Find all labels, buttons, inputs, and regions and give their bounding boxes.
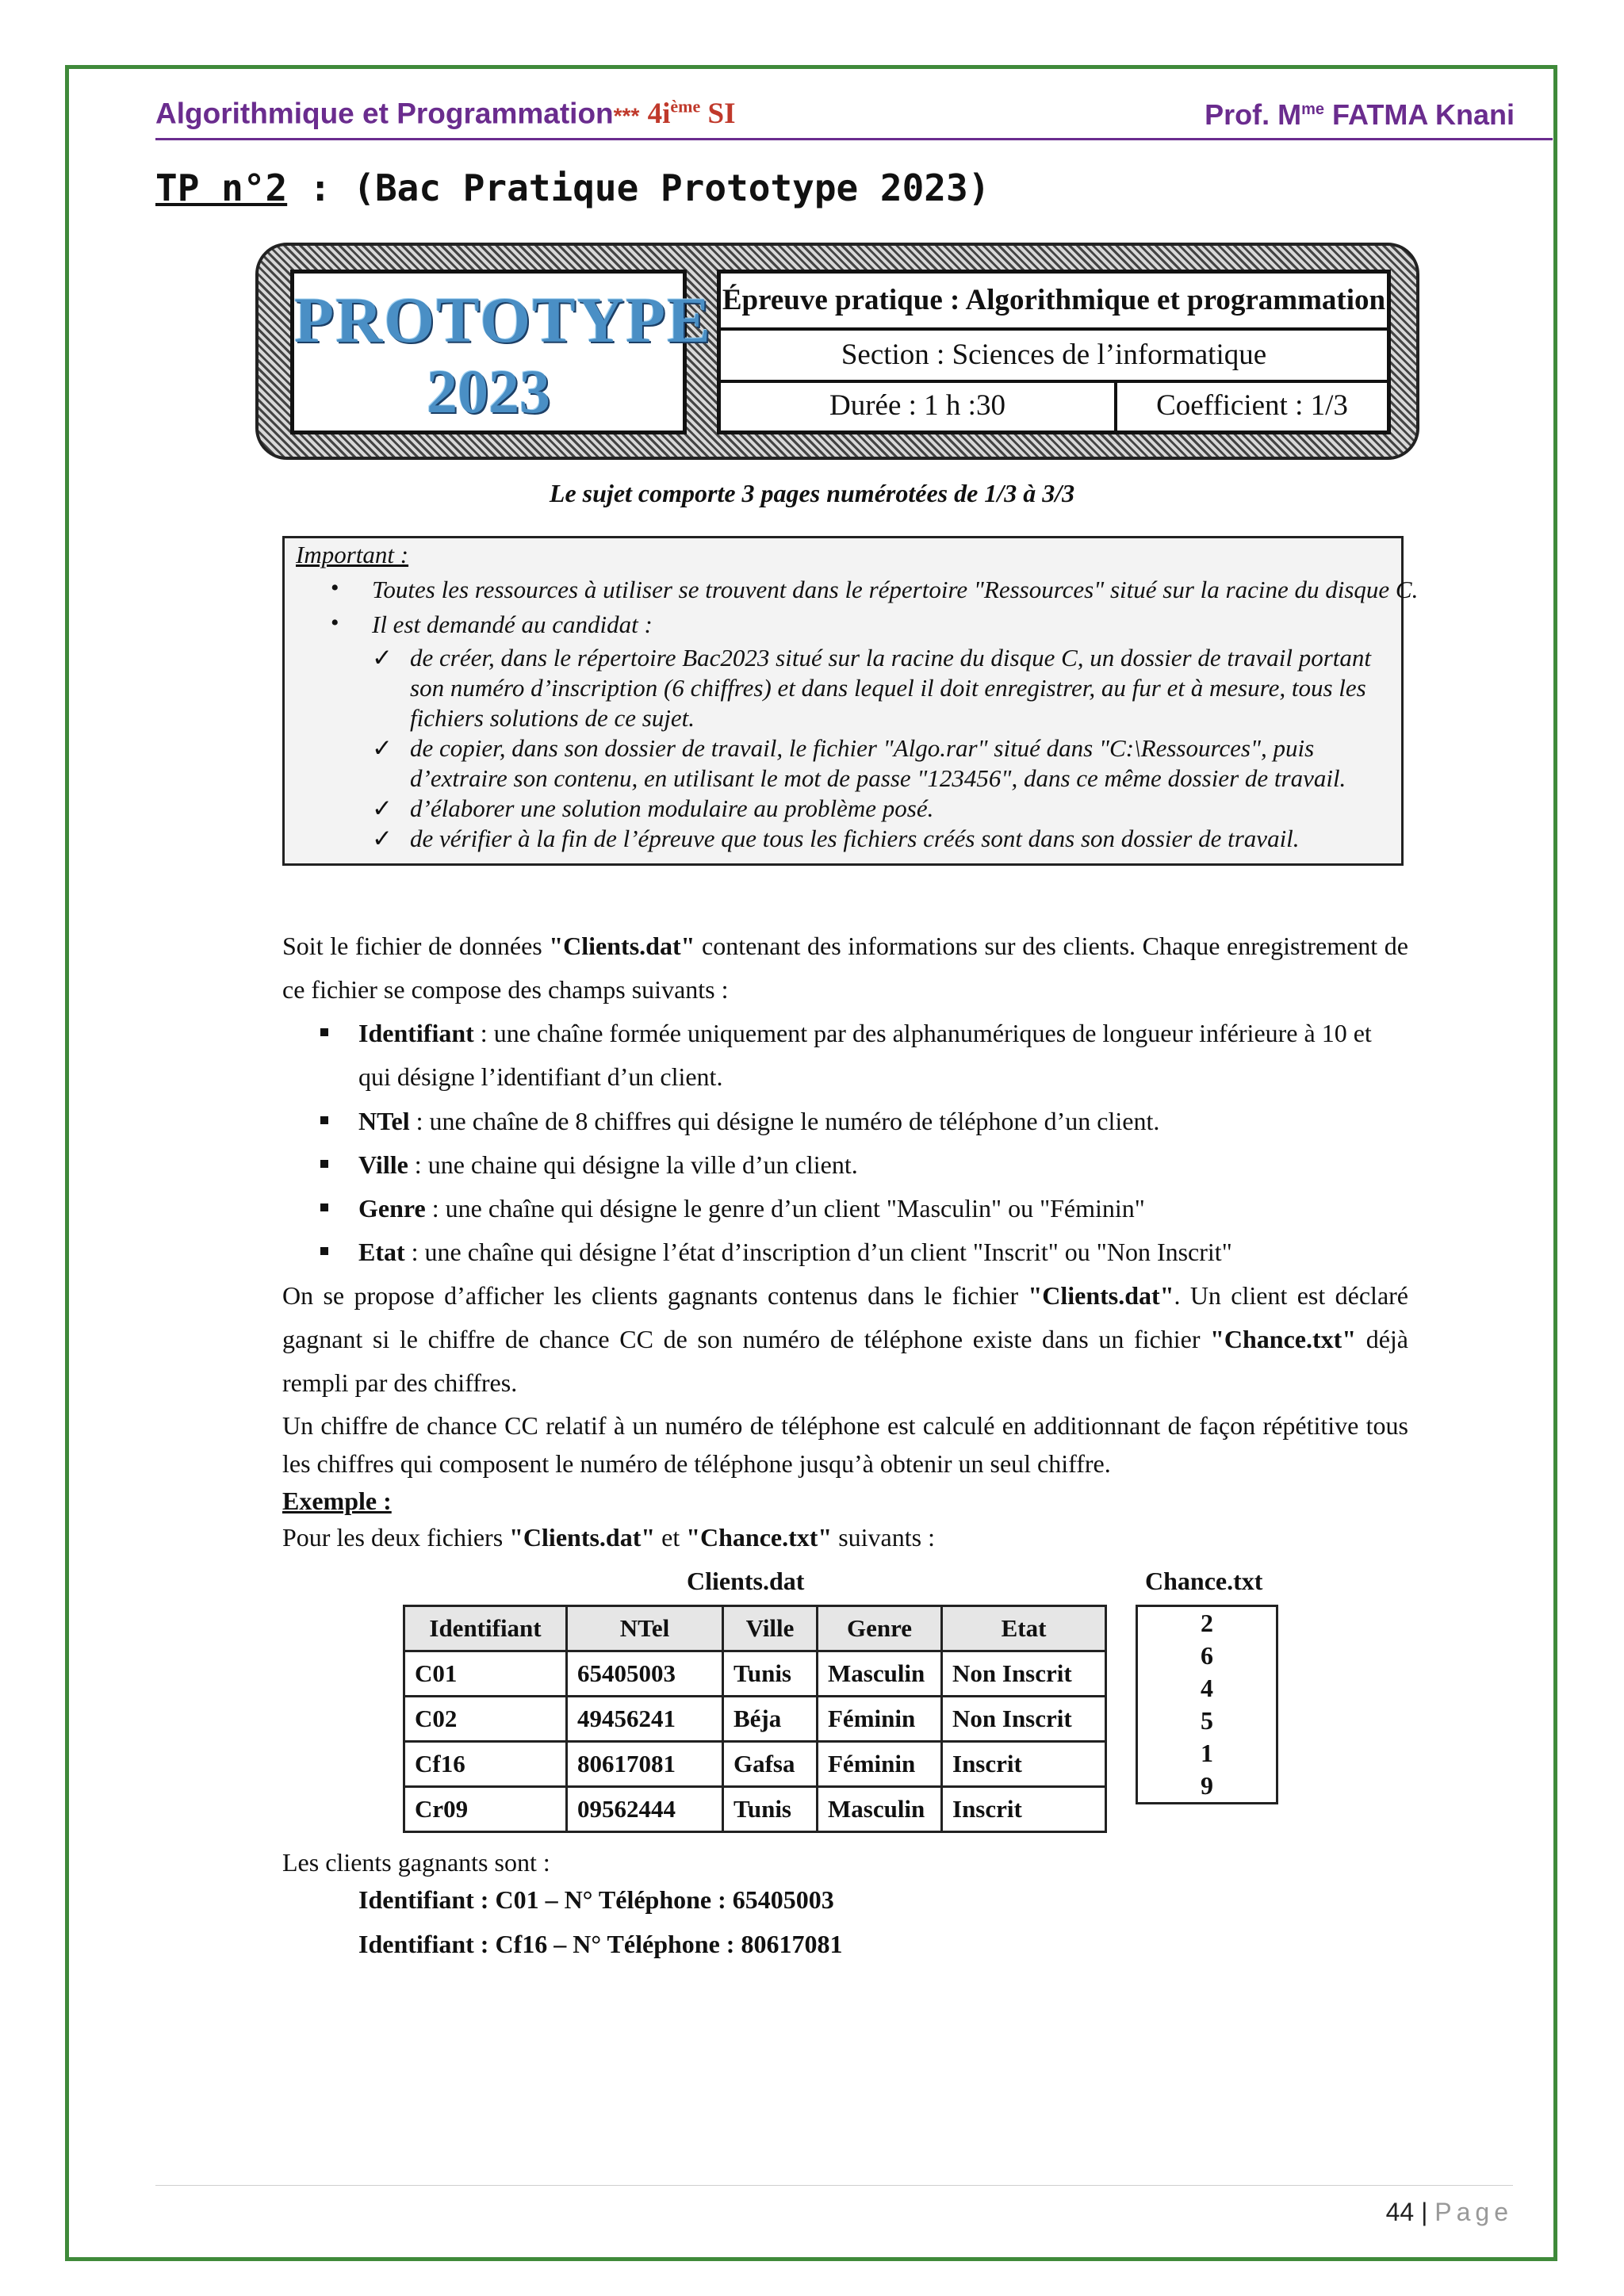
field-desc: : une chaîne qui désigne l’état d’inscription d’un client "Inscrit" ou "Non Inscrit" xyxy=(404,1238,1232,1266)
bullet-text: Toutes les ressources à utiliser se trouvent dans le répertoire "Ressources" situé sur la racine du disque C. xyxy=(372,576,1419,603)
bullet-icon: • xyxy=(331,575,339,601)
check-text: d’élaborer une solution modulaire au problème posé. xyxy=(410,794,934,822)
table-row xyxy=(1137,1672,1277,1705)
column-header: Identifiant xyxy=(404,1606,567,1651)
level xyxy=(648,98,736,130)
table-row xyxy=(404,1697,1106,1742)
bullet-icon: • xyxy=(331,610,339,636)
field-name: Identifiant xyxy=(358,1019,474,1047)
square-bullet-icon xyxy=(320,1028,328,1036)
table-cell: Tunis xyxy=(723,1651,818,1697)
table-row xyxy=(404,1787,1106,1832)
winner-line: Identifiant : C01 – N° Téléphone : 65405003 xyxy=(358,1885,834,1914)
table-cell: Non Inscrit xyxy=(942,1697,1106,1742)
field-desc: : une chaîne de 8 chiffres qui désigne le numéro de téléphone d’un client. xyxy=(409,1107,1160,1135)
page-footer xyxy=(1386,2198,1513,2227)
check-icon: ✓ xyxy=(372,825,393,852)
duration-row xyxy=(721,383,1387,432)
file-name: "Clients.dat" xyxy=(1028,1281,1174,1310)
table-cell: C01 xyxy=(404,1651,567,1697)
text-run: . Un client est déclaré gagnant si le chiffre de chance CC de son numéro de téléphone existe dans un fichier xyxy=(282,1281,1409,1353)
chance-caption: Chance.txt xyxy=(1145,1567,1263,1595)
table-row xyxy=(1137,1705,1277,1737)
table-cell: Féminin xyxy=(818,1742,942,1787)
teacher-sup: me xyxy=(1301,101,1324,118)
teacher-prefix: Prof. M xyxy=(1205,98,1302,131)
table-cell: Inscrit xyxy=(942,1787,1106,1832)
table-row xyxy=(1137,1606,1277,1640)
tp-label: TP n°2 xyxy=(155,166,288,209)
square-bullet-icon xyxy=(320,1247,328,1255)
header-stars: *** xyxy=(613,103,640,128)
table-cell: Féminin xyxy=(818,1697,942,1742)
table-cell: 6 xyxy=(1201,1641,1213,1670)
table-cell: 49456241 xyxy=(567,1697,723,1742)
table-row xyxy=(1137,1770,1277,1804)
check-icon: ✓ xyxy=(372,644,393,672)
table-cell: Cr09 xyxy=(404,1787,567,1832)
table-cell: C02 xyxy=(404,1697,567,1742)
column-header: NTel xyxy=(567,1606,723,1651)
footer-sep: | xyxy=(1414,2198,1435,2226)
field-text xyxy=(358,1143,1407,1187)
level-sup: ème xyxy=(670,97,701,117)
field-desc: : une chaine qui désigne la ville d’un client. xyxy=(408,1150,858,1179)
text-run: contenant des informations sur des clients. Chaque enregistrement de ce fichier se compose des champs suivants : xyxy=(282,932,1409,1004)
footer-divider xyxy=(155,2185,1513,2186)
column-header: Genre xyxy=(818,1606,942,1651)
table-cell: Masculin xyxy=(818,1787,942,1832)
intro-paragraph xyxy=(282,924,1408,1012)
prototype-year: 2023 xyxy=(427,357,550,426)
table-cell: Gafsa xyxy=(723,1742,818,1787)
file-name: "Chance.txt" xyxy=(686,1523,833,1552)
table-cell: Béja xyxy=(723,1697,818,1742)
field-name: NTel xyxy=(358,1107,410,1135)
winner-line: Identifiant : Cf16 – N° Téléphone : 80617081 xyxy=(358,1930,843,1958)
teacher-name xyxy=(1205,98,1515,132)
tp-rest: : (Bac Pratique Prototype 2023) xyxy=(287,166,990,209)
page-number: 44 xyxy=(1385,2198,1415,2226)
example-label xyxy=(282,1483,1408,1519)
column-header: Ville xyxy=(723,1606,818,1651)
field-name: Genre xyxy=(358,1194,426,1223)
field-text xyxy=(358,1100,1407,1143)
table-row xyxy=(404,1742,1106,1787)
table-cell: 9 xyxy=(1201,1771,1213,1800)
course-name: Algorithmique et Programmation xyxy=(155,97,614,130)
exam-info-box xyxy=(717,270,1391,434)
text-run: Soit le fichier de données xyxy=(282,932,550,960)
table-cell: 09562444 xyxy=(567,1787,723,1832)
duration-label: Durée : 1 h :30 xyxy=(721,383,1117,432)
square-bullet-icon xyxy=(320,1203,328,1211)
check-text: de copier, dans son dossier de travail, le fichier "Algo.rar" situé dans "C:\Ressources", puis d’extraire son contenu, en utilisant le mot de passe "123456", dans ce même dossier de travail. xyxy=(410,734,1346,792)
tp-title xyxy=(155,166,990,209)
bullet-text: Il est demandé au candidat : xyxy=(372,610,653,638)
text-run: suivants : xyxy=(832,1523,935,1552)
table-cell: 80617081 xyxy=(567,1742,723,1787)
chance-paragraph: Un chiffre de chance CC relatif à un numéro de téléphone est calculé en additionnant de façon répétitive tous les chiffres qui composent le numéro de téléphone jusqu’à obtenir un seul chiffre. xyxy=(282,1411,1408,1478)
table-cell: Inscrit xyxy=(942,1742,1106,1787)
field-text xyxy=(358,1230,1407,1274)
check-text: de vérifier à la fin de l’épreuve que tous les fichiers créés sont dans son dossier de travail. xyxy=(410,825,1300,852)
field-text xyxy=(358,1012,1407,1099)
text-run: déjà rempli par des chiffres. xyxy=(282,1325,1409,1397)
field-text xyxy=(358,1187,1407,1230)
page-word: Page xyxy=(1434,2198,1513,2226)
file-name: "Clients.dat" xyxy=(509,1523,656,1552)
table-cell: Tunis xyxy=(723,1787,818,1832)
table-cell: 65405003 xyxy=(567,1651,723,1697)
check-text: de créer, dans le répertoire Bac2023 situé sur la racine du disque C, un dossier de travail portant son numéro d’inscription (6 chiffres) et dans lequel il doit enregistrer, au fur et à mesure, tous les fichiers solutions de ce sujet. xyxy=(410,644,1372,732)
subject-note: Le sujet comporte 3 pages numérotées de 1/3 à 3/3 xyxy=(549,479,1075,507)
column-header: Etat xyxy=(942,1606,1106,1651)
clients-caption: Clients.dat xyxy=(687,1567,805,1595)
winners-title: Les clients gagnants sont : xyxy=(282,1848,550,1877)
chance-table xyxy=(1136,1605,1278,1804)
important-box xyxy=(282,536,1419,866)
table-row xyxy=(1137,1640,1277,1672)
course-title xyxy=(155,97,736,131)
table-cell: Cf16 xyxy=(404,1742,567,1787)
exam-banner xyxy=(255,243,1419,460)
field-desc: : une chaîne qui désigne le genre d’un client "Masculin" ou "Féminin" xyxy=(425,1194,1145,1223)
field-desc: : une chaîne formée uniquement par des alphanumériques de longueur inférieure à 10 et qui désigne l’identifiant d’un client. xyxy=(358,1019,1372,1091)
page-header xyxy=(155,94,1553,140)
important-title: Important : xyxy=(296,541,409,568)
file-name: "Chance.txt" xyxy=(1210,1325,1357,1353)
coefficient-label: Coefficient : 1/3 xyxy=(1156,389,1348,422)
table-cell: Non Inscrit xyxy=(942,1651,1106,1697)
prototype-logo xyxy=(290,270,712,434)
level-suffix: SI xyxy=(707,98,736,131)
section-label: Section : Sciences de l’informatique xyxy=(721,331,1387,383)
check-icon: ✓ xyxy=(372,734,393,762)
table-cell: 5 xyxy=(1201,1706,1213,1735)
square-bullet-icon xyxy=(320,1116,328,1124)
file-name: "Clients.dat" xyxy=(549,932,695,960)
field-name: Ville xyxy=(358,1150,408,1179)
example-title: Exemple : xyxy=(282,1487,392,1515)
problem-paragraph xyxy=(282,1274,1408,1405)
table-cell: 1 xyxy=(1201,1739,1213,1767)
table-row xyxy=(404,1651,1106,1697)
clients-table xyxy=(403,1605,1107,1833)
text-run: On se propose d’afficher les clients gagnants contenus dans le fichier xyxy=(282,1281,1028,1310)
table-cell: Masculin xyxy=(818,1651,942,1697)
table-cell: 4 xyxy=(1201,1674,1213,1702)
example-line xyxy=(282,1519,1408,1556)
prototype-word: PROTOTYPE xyxy=(294,284,712,356)
epreuve-title: Épreuve pratique : Algorithmique et programmation xyxy=(721,274,1387,331)
square-bullet-icon xyxy=(320,1160,328,1168)
table-header-row xyxy=(404,1606,1106,1651)
text-run: Pour les deux fichiers xyxy=(282,1523,510,1552)
text-run: et xyxy=(655,1523,687,1552)
table-row xyxy=(1137,1737,1277,1770)
field-name: Etat xyxy=(358,1238,405,1266)
level-text: 4i xyxy=(647,98,671,131)
table-cell: 2 xyxy=(1201,1609,1213,1637)
teacher-surname: FATMA Knani xyxy=(1332,98,1515,131)
check-icon: ✓ xyxy=(372,794,393,822)
